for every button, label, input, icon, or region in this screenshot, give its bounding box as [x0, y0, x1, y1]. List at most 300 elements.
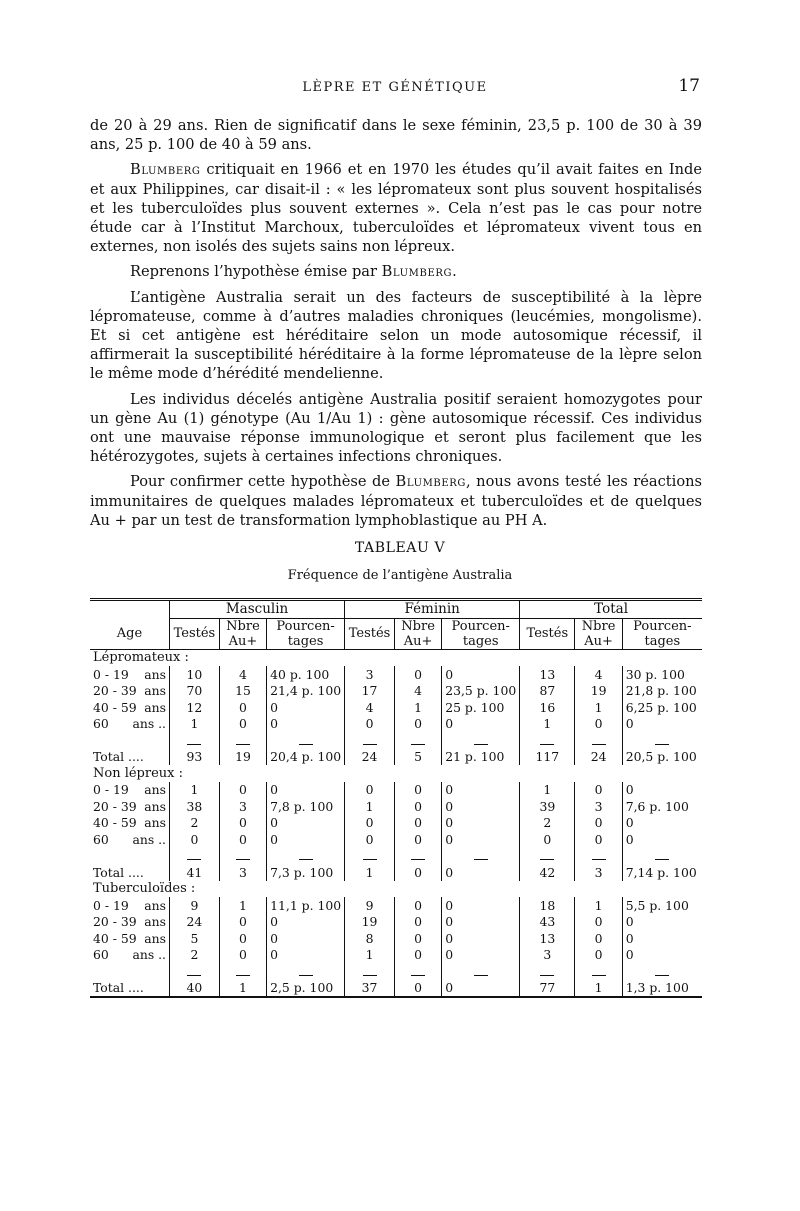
table-cell: 0: [394, 914, 441, 931]
table-cell: 0: [622, 782, 702, 799]
paragraph-4: L’antigène Australia serait un des facteurs de susceptibilité à la lèpre lépromateuse, comme à d’autres maladies chroniques (leucémies, mongolisme). Et si cet antigène est héréditaire selon un mode autosomique récessif, il affirmerait la susceptibilité héréditaire à la forme lépromateuse de la lèpre selon le même mode d’hérédité mendelienne.: [90, 288, 702, 383]
age-cell: [90, 897, 170, 914]
table-cell: 0: [394, 716, 441, 733]
age-cell: [90, 914, 170, 931]
table-cell: 0: [170, 831, 220, 848]
table-cell: 4: [575, 666, 622, 683]
table-cell: 0: [622, 716, 702, 733]
age-unit: ans: [144, 815, 166, 831]
table-cell: 0: [575, 947, 622, 964]
table-cell: 10: [170, 666, 220, 683]
age-range: 40 - 59: [93, 815, 137, 831]
dash-cell: [394, 963, 441, 980]
table-cell: 0: [267, 914, 345, 931]
category-label: Non lépreux :: [93, 765, 184, 781]
total-cell: 37: [345, 980, 395, 998]
dash-mark: [363, 744, 377, 745]
age-range: 60: [93, 947, 109, 963]
table-cell: 0: [394, 666, 441, 683]
col-pourcentages: [442, 618, 520, 649]
table-cell: 5: [170, 930, 220, 947]
table-cell: 21,8 p. 100: [622, 683, 702, 700]
dash-mark: [187, 744, 201, 745]
dash-cell: [520, 963, 575, 980]
table-cell: 1: [170, 716, 220, 733]
dash-mark: [540, 744, 554, 745]
dash-cell: [520, 732, 575, 749]
table-cell: 40 p. 100: [267, 666, 345, 683]
total-label: Total ....: [93, 864, 144, 880]
running-header: [90, 76, 700, 100]
table-cell: 0: [267, 815, 345, 832]
table-cell: 4: [219, 666, 266, 683]
table-cell: 0: [394, 930, 441, 947]
table-cell: 0: [442, 666, 520, 683]
total-cell: 24: [575, 749, 622, 766]
frequency-table: [90, 598, 702, 998]
table-cell: 13: [520, 666, 575, 683]
col-tages: tages: [462, 633, 499, 649]
table-cell: 9: [170, 897, 220, 914]
table-row: [90, 930, 702, 947]
table-cell: 3: [575, 798, 622, 815]
dash-mark: [187, 975, 201, 976]
author-name: Blumberg: [130, 161, 201, 179]
table-cell: 30 p. 100: [622, 666, 702, 683]
col-testes: Testés: [520, 618, 575, 649]
dash-mark: [655, 859, 669, 860]
table-cell: 0: [442, 798, 520, 815]
table-cell: 2: [170, 815, 220, 832]
table-cell: 0: [267, 831, 345, 848]
table-row: [90, 914, 702, 931]
dash-cell: [442, 848, 520, 865]
age-range: 60: [93, 831, 109, 847]
table-cell: 0: [575, 831, 622, 848]
table-cell: 6,25 p. 100: [622, 699, 702, 716]
total-cell: 19: [219, 749, 266, 766]
dash-cell: [170, 848, 220, 865]
table-cell: 0: [394, 831, 441, 848]
dash-mark: [299, 859, 313, 860]
table-cell: 0: [520, 831, 575, 848]
dash-mark: [655, 975, 669, 976]
table-cell: 17: [345, 683, 395, 700]
total-cell: 0: [394, 980, 441, 998]
table-cell: 39: [520, 798, 575, 815]
total-cell: 1: [575, 980, 622, 998]
total-label: Total ....: [93, 980, 144, 996]
table-cell: 0: [575, 815, 622, 832]
col-pourcen: Pourcen-: [276, 618, 335, 634]
paragraph-3: [90, 262, 702, 281]
column-header-row: [90, 618, 702, 649]
total-row: [90, 864, 702, 881]
age-cell: [90, 831, 170, 848]
total-cell: 2,5 p. 100: [267, 980, 345, 998]
dash-mark: [592, 975, 606, 976]
table-row: [90, 897, 702, 914]
table-cell: 1: [520, 782, 575, 799]
category-label: Tuberculoïdes :: [93, 881, 196, 897]
dash-cell: [90, 732, 170, 749]
age-unit: ans ..: [132, 947, 166, 963]
total-cell: 7,3 p. 100: [267, 864, 345, 881]
total-cell: 40: [170, 980, 220, 998]
table-cell: 1: [575, 699, 622, 716]
age-range: 40 - 59: [93, 930, 137, 946]
table-cell: 4: [394, 683, 441, 700]
dash-cell: [622, 732, 702, 749]
col-au: Au+: [403, 633, 433, 649]
table-cell: 0: [394, 947, 441, 964]
col-tages: tages: [644, 633, 681, 649]
total-cell: 93: [170, 749, 220, 766]
total-cell: 3: [575, 864, 622, 881]
table-cell: 3: [345, 666, 395, 683]
table-cell: 0: [394, 798, 441, 815]
col-nbre: Nbre: [401, 618, 435, 634]
total-cell: 3: [219, 864, 266, 881]
age-cell: [90, 699, 170, 716]
table-cell: 1: [345, 798, 395, 815]
age-range: 0 - 19: [93, 782, 129, 798]
age-unit: ans: [144, 897, 166, 913]
total-cell: 0: [442, 980, 520, 998]
table-cell: 0: [575, 930, 622, 947]
table-row: [90, 683, 702, 700]
table-cell: 0: [267, 716, 345, 733]
dash-cell: [219, 963, 266, 980]
table-cell: 0: [394, 897, 441, 914]
table-cell: 0: [345, 716, 395, 733]
total-cell: 20,5 p. 100: [622, 749, 702, 766]
dash-cell: [267, 848, 345, 865]
dash-cell: [170, 963, 220, 980]
table-cell: 0: [219, 782, 266, 799]
dash-mark: [411, 975, 425, 976]
age-cell: [90, 782, 170, 799]
table-cell: 0: [219, 947, 266, 964]
table-cell: 0: [442, 930, 520, 947]
paragraph-1: de 20 à 29 ans. Rien de significatif dans le sexe féminin, 23,5 p. 100 de 30 à 39 ans, 25 p. 100 de 40 à 59 ans.: [90, 117, 702, 154]
total-cell: 20,4 p. 100: [267, 749, 345, 766]
table-cell: 0: [219, 699, 266, 716]
col-testes: Testés: [170, 618, 220, 649]
total-cell: 42: [520, 864, 575, 881]
dash-mark: [655, 744, 669, 745]
table-cell: 0: [345, 782, 395, 799]
table-row: [90, 716, 702, 733]
dash-mark: [187, 859, 201, 860]
age-cell: [90, 666, 170, 683]
dash-mark: [592, 859, 606, 860]
table-cell: 0: [267, 782, 345, 799]
table-cell: 3: [219, 798, 266, 815]
dash-mark: [540, 975, 554, 976]
age-range: 20 - 39: [93, 683, 137, 699]
table-row: [90, 815, 702, 832]
table-cell: 0: [345, 831, 395, 848]
table-cell: 1: [575, 897, 622, 914]
age-unit: ans: [144, 699, 166, 715]
paragraph-3-text: Reprenons l’hypothèse émise par: [130, 263, 382, 281]
age-range: 20 - 39: [93, 798, 137, 814]
col-nbre: Nbre: [581, 618, 616, 634]
table-cell: 8: [345, 930, 395, 947]
table-cell: 7,8 p. 100: [267, 798, 345, 815]
dash-mark: [411, 859, 425, 860]
age-unit: ans: [144, 782, 166, 798]
dash-cell: [345, 732, 395, 749]
age-unit: ans: [144, 914, 166, 930]
dash-cell: [219, 732, 266, 749]
table-row: [90, 699, 702, 716]
table-cell: 0: [622, 815, 702, 832]
age-range: 20 - 39: [93, 914, 137, 930]
total-cell: 5: [394, 749, 441, 766]
dash-cell: [170, 732, 220, 749]
total-cell: 0: [394, 864, 441, 881]
dash-cell: [575, 963, 622, 980]
table-cell: 0: [622, 947, 702, 964]
dash-mark: [363, 859, 377, 860]
table-cell: 87: [520, 683, 575, 700]
total-cell: 1,3 p. 100: [622, 980, 702, 998]
age-range: 40 - 59: [93, 699, 137, 715]
table-cell: 23,5 p. 100: [442, 683, 520, 700]
total-row: [90, 980, 702, 998]
dash-cell: [267, 963, 345, 980]
table-cell: 0: [622, 914, 702, 931]
table-cell: 16: [520, 699, 575, 716]
table-cell: 0: [442, 831, 520, 848]
table-cell: 9: [345, 897, 395, 914]
dash-mark: [363, 975, 377, 976]
table-cell: 0: [575, 914, 622, 931]
dash-row: [90, 963, 702, 980]
table-row: [90, 831, 702, 848]
category-row: [90, 649, 702, 666]
table-cell: 1: [520, 716, 575, 733]
table-cell: 2: [520, 815, 575, 832]
dash-cell: [442, 732, 520, 749]
table-row: [90, 782, 702, 799]
table-cell: 0: [267, 930, 345, 947]
col-au: Au+: [228, 633, 258, 649]
dash-cell: [520, 848, 575, 865]
total-cell: 77: [520, 980, 575, 998]
total-cell: 41: [170, 864, 220, 881]
table-cell: 0: [442, 947, 520, 964]
table-caption: Fréquence de l’antigène Australia: [287, 568, 513, 583]
body-text: [90, 116, 702, 536]
table-row: [90, 798, 702, 815]
table-row: [90, 666, 702, 683]
table-cell: 1: [170, 782, 220, 799]
dash-cell: [90, 963, 170, 980]
dash-mark: [299, 975, 313, 976]
category-row: [90, 881, 702, 898]
dash-cell: [394, 732, 441, 749]
age-cell: [90, 716, 170, 733]
table-row: [90, 947, 702, 964]
table-cell: 0: [442, 716, 520, 733]
table-cell: 43: [520, 914, 575, 931]
dash-cell: [219, 848, 266, 865]
dash-mark: [474, 744, 488, 745]
dash-cell: [345, 963, 395, 980]
dash-mark: [236, 859, 250, 860]
dash-mark: [474, 859, 488, 860]
table-cell: 0: [219, 831, 266, 848]
table-cell: 11,1 p. 100: [267, 897, 345, 914]
col-pourcentages: [267, 618, 345, 649]
table-cell: 0: [622, 831, 702, 848]
table-cell: 0: [219, 930, 266, 947]
paragraph-2: [90, 160, 702, 256]
table-cell: 19: [345, 914, 395, 931]
table-cell: 0: [622, 930, 702, 947]
table-cell: 24: [170, 914, 220, 931]
col-nbre-au: [575, 618, 622, 649]
col-tages: tages: [287, 633, 324, 649]
table-cell: 0: [219, 815, 266, 832]
table-cell: 1: [345, 947, 395, 964]
col-nbre-au: [394, 618, 441, 649]
table-cell: 0: [219, 914, 266, 931]
age-unit: ans: [144, 798, 166, 814]
group-masculin: Masculin: [170, 600, 345, 619]
table-cell: 12: [170, 699, 220, 716]
age-unit: ans: [144, 683, 166, 699]
table-cell: 15: [219, 683, 266, 700]
dash-row: [90, 732, 702, 749]
table-cell: 3: [520, 947, 575, 964]
age-unit: ans: [144, 666, 166, 682]
paragraph-2-text: critiquait en 1966 et en 1970 les études qu’il avait faites en Inde et aux Philippines, car disait-il : « les lépromateux sont plus souvent hospitalisés et les tuberculoïdes plus souvent externes ». Cela n’est pas le cas pour notre étude car à l’Institut Marchoux, tuberculoïdes et lépromateux vivent tous en externes, non isolés des sujets sains non lépreux.: [90, 161, 702, 256]
total-cell: 1: [219, 980, 266, 998]
paragraph-6-end: , nous avons testé les réactions immunitaires de quelques malades lépromateux et tuberculoïdes et de quelques Au + par un test de transformation lymphoblastique au PH A.: [90, 473, 702, 529]
dash-mark: [299, 744, 313, 745]
age-cell: [90, 798, 170, 815]
table-cell: 1: [219, 897, 266, 914]
dash-mark: [592, 744, 606, 745]
table-cell: 25 p. 100: [442, 699, 520, 716]
age-unit: ans: [144, 930, 166, 946]
age-cell: [90, 947, 170, 964]
total-cell: 24: [345, 749, 395, 766]
age-range: 0 - 19: [93, 897, 129, 913]
age-range: 0 - 19: [93, 666, 129, 682]
table-cell: 0: [394, 782, 441, 799]
table-cell: 0: [575, 782, 622, 799]
total-cell: 0: [442, 864, 520, 881]
table-cell: 0: [442, 897, 520, 914]
total-cell: 117: [520, 749, 575, 766]
col-au: Au+: [584, 633, 613, 649]
table-cell: 13: [520, 930, 575, 947]
table-cell: 19: [575, 683, 622, 700]
table-cell: 0: [267, 947, 345, 964]
dash-mark: [474, 975, 488, 976]
age-unit: ans ..: [132, 831, 166, 847]
dash-cell: [442, 963, 520, 980]
table-title: TABLEAU V: [354, 540, 446, 556]
table-cell: 0: [442, 815, 520, 832]
col-pourcen: Pourcen-: [633, 618, 692, 634]
table-cell: 0: [575, 716, 622, 733]
dash-cell: [90, 848, 170, 865]
total-cell: 21 p. 100: [442, 749, 520, 766]
col-testes: Testés: [345, 618, 395, 649]
table-cell: 0: [394, 815, 441, 832]
dash-mark: [236, 744, 250, 745]
group-total: Total: [520, 600, 702, 619]
col-nbre-au: [219, 618, 266, 649]
category-label: Lépromateux :: [93, 650, 189, 666]
dash-cell: [345, 848, 395, 865]
table-cell: 0: [219, 716, 266, 733]
col-pourcentages: [622, 618, 702, 649]
dash-cell: [575, 848, 622, 865]
table-cell: 0: [267, 699, 345, 716]
total-cell: 1: [345, 864, 395, 881]
table-cell: 70: [170, 683, 220, 700]
dash-cell: [267, 732, 345, 749]
paragraph-3-end: .: [452, 263, 457, 281]
page-number: 17: [678, 76, 700, 96]
group-header-row: [90, 600, 702, 619]
age-cell: [90, 683, 170, 700]
age-cell: [90, 815, 170, 832]
table-cell: 7,6 p. 100: [622, 798, 702, 815]
paragraph-5: Les individus décelés antigène Australia positif seraient homozygotes pour un gène Au (1) génotype (Au 1/Au 1) : gène autosomique récessif. Ces individus ont une mauvaise réponse immunologique et seront plus facilement que les hétérozygotes, sujets à certaines infections chroniques.: [90, 390, 702, 466]
category-row: [90, 765, 702, 782]
table-cell: 2: [170, 947, 220, 964]
table-cell: 38: [170, 798, 220, 815]
dash-mark: [411, 744, 425, 745]
total-label: Total ....: [93, 749, 144, 765]
dash-row: [90, 848, 702, 865]
dash-mark: [540, 859, 554, 860]
dash-cell: [622, 848, 702, 865]
dash-cell: [394, 848, 441, 865]
group-feminin: Féminin: [345, 600, 520, 619]
total-row: [90, 749, 702, 766]
col-age: Age: [116, 625, 143, 641]
author-name: Blumberg: [395, 473, 466, 491]
paragraph-6-text: Pour confirmer cette hypothèse de: [130, 473, 396, 491]
age-cell: [90, 930, 170, 947]
dash-cell: [575, 732, 622, 749]
table-cell: 4: [345, 699, 395, 716]
total-cell: 7,14 p. 100: [622, 864, 702, 881]
table-cell: 1: [394, 699, 441, 716]
dash-mark: [236, 975, 250, 976]
dash-cell: [622, 963, 702, 980]
paragraph-6: [90, 472, 702, 530]
age-unit: ans ..: [132, 716, 166, 732]
table-cell: 0: [345, 815, 395, 832]
age-range: 60: [93, 716, 109, 732]
author-name: Blumberg: [381, 263, 453, 281]
table-cell: 21,4 p. 100: [267, 683, 345, 700]
table-cell: 0: [442, 914, 520, 931]
table-cell: 18: [520, 897, 575, 914]
table-cell: 0: [442, 782, 520, 799]
table-cell: 5,5 p. 100: [622, 897, 702, 914]
